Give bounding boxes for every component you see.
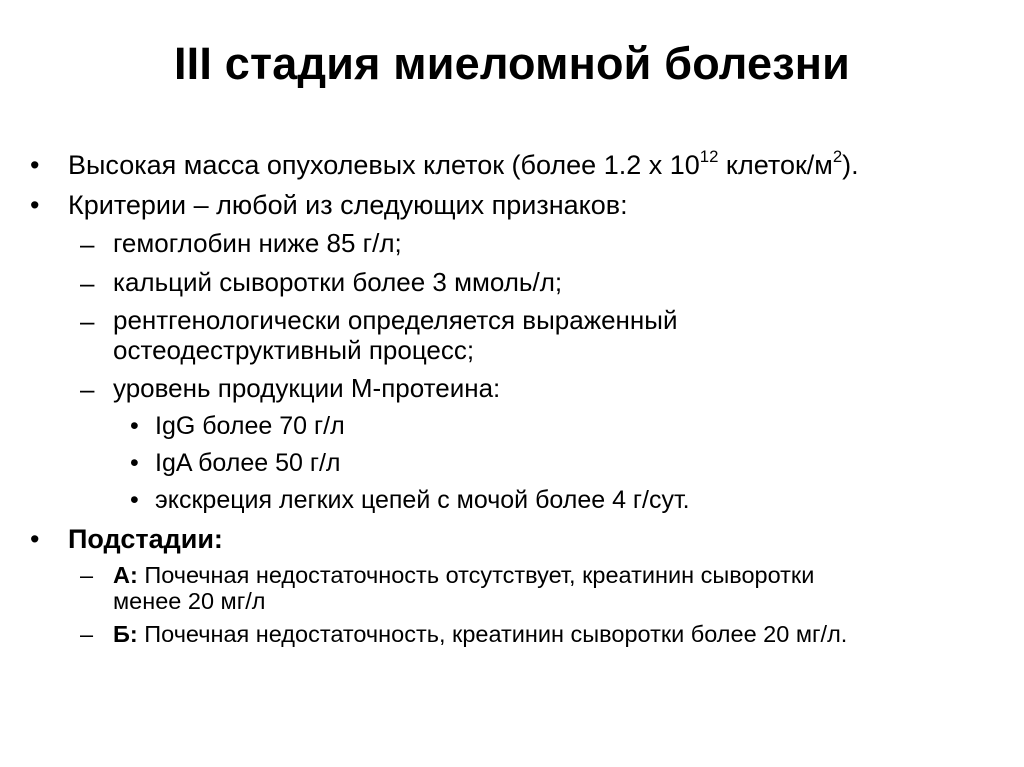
dash-marker: – — [80, 268, 95, 298]
item-tumor-mass-text: Высокая масса опухолевых клеток (более 1.2 х 10 — [68, 150, 700, 180]
item-tumor-mass-end: ). — [842, 150, 859, 180]
dash-marker: – — [80, 229, 95, 259]
substage-b-label: Б: — [113, 621, 138, 647]
bullet-marker: • — [30, 150, 40, 180]
item-tumor-mass-unit-exponent: 2 — [832, 147, 843, 166]
dash-marker: – — [80, 562, 94, 588]
item-hemoglobin: гемоглобин ниже 85 г/л; — [113, 228, 402, 258]
dash-marker: – — [80, 621, 94, 647]
dash-marker: – — [80, 374, 95, 404]
item-calcium: кальций сыворотки более 3 ммоль/л; — [113, 267, 563, 297]
item-substage-a — [113, 562, 814, 589]
dash-marker: – — [80, 306, 95, 336]
substage-b-text: Почечная недостаточность, креатинин сыворотки более 20 мг/л. — [137, 621, 848, 647]
substage-a-text: Почечная недостаточность отсутствует, креатинин сыворотки — [137, 562, 815, 588]
item-xray-line1: рентгенологически определяется выраженный — [113, 305, 678, 335]
bullet-marker: • — [30, 190, 40, 220]
bullet-marker: • — [130, 412, 139, 440]
item-tumor-mass — [68, 147, 859, 181]
item-tumor-mass-unit: клеток/м — [718, 150, 833, 180]
bullet-marker: • — [130, 486, 139, 514]
item-xray-line2: остеодеструктивный процесс; — [113, 335, 475, 365]
item-mprotein: уровень продукции М-протеина: — [113, 373, 501, 403]
item-substages: Подстадии: — [68, 524, 223, 554]
substage-a-label: А: — [113, 562, 138, 588]
item-substage-b — [113, 621, 847, 648]
bullet-marker: • — [130, 449, 139, 477]
item-tumor-mass-exponent: 12 — [699, 147, 719, 166]
item-substage-a-line2: менее 20 мг/л — [113, 588, 266, 614]
item-iga: IgA более 50 г/л — [155, 449, 341, 477]
slide-title: III стадия миеломной болезни — [173, 38, 851, 89]
item-light-chains: экскреция легких цепей с мочой более 4 г/сут. — [155, 486, 690, 514]
bullet-marker: • — [30, 524, 40, 554]
item-igg: IgG более 70 г/л — [155, 412, 345, 440]
item-criteria: Критерии – любой из следующих признаков: — [68, 190, 628, 220]
